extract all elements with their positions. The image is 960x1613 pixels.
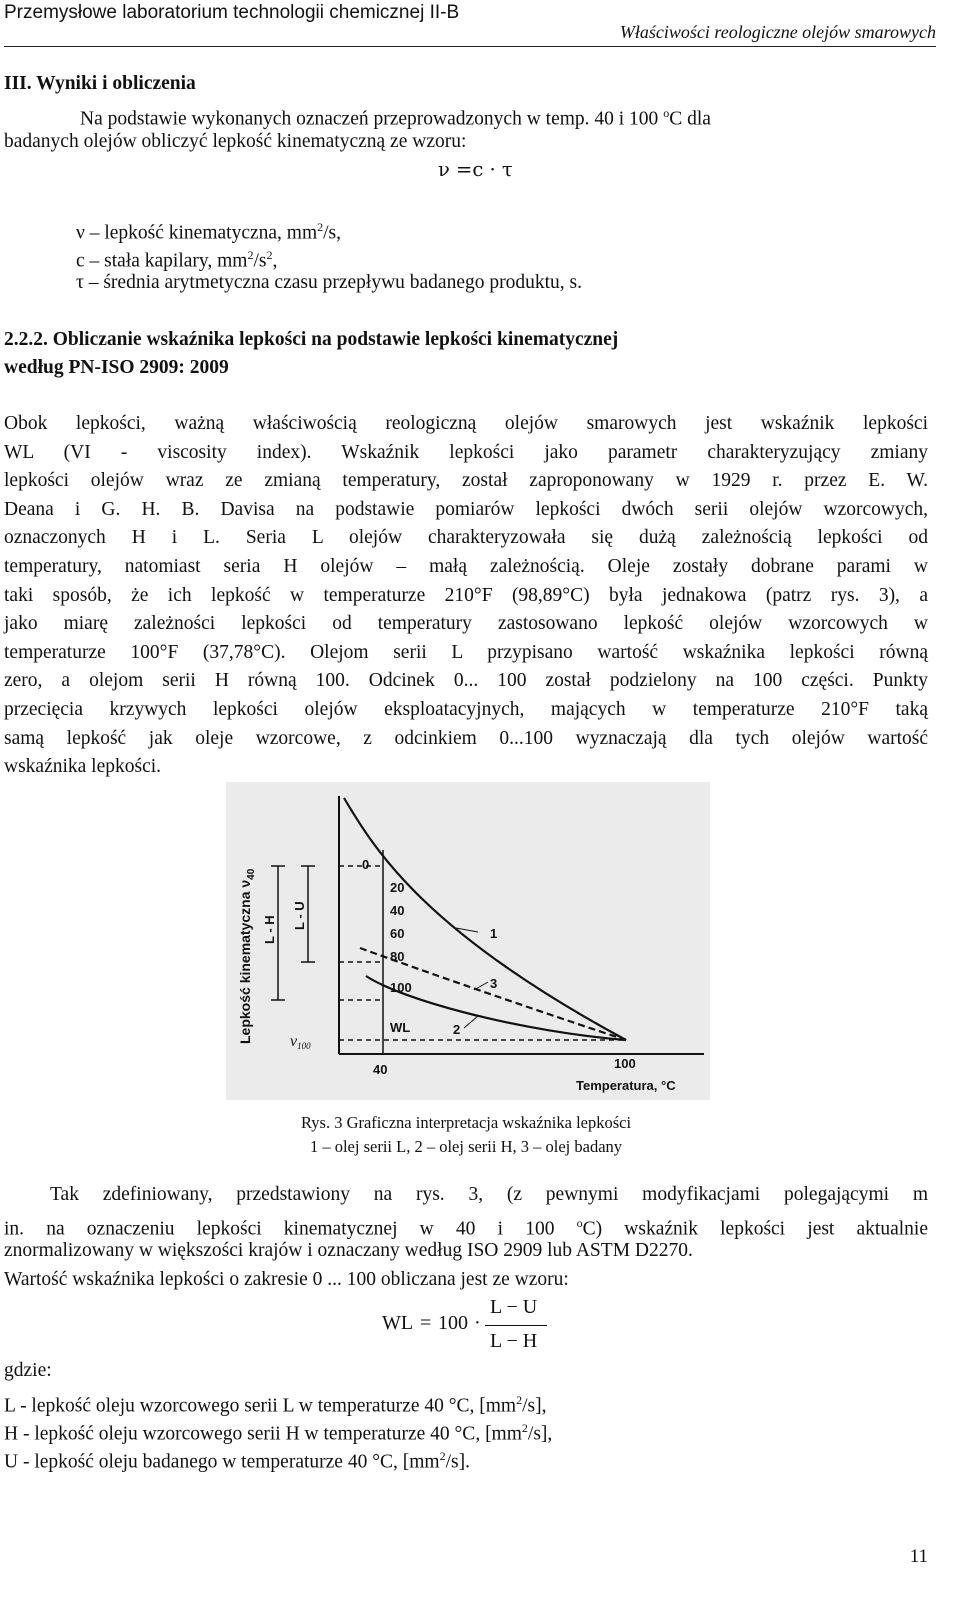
def-c-sup2: 2: [266, 248, 273, 262]
def-c-sup1: 2: [247, 248, 254, 262]
def-l-text: L - lepkość oleju wzorcowego serii L w temperaturze 40 °C, [mm: [4, 1395, 517, 1417]
curve-label-1: 1: [490, 926, 498, 941]
def-nu-sup: 2: [317, 220, 324, 234]
def-l-end: /s],: [522, 1395, 547, 1417]
scale-label-0: 0: [362, 857, 370, 872]
paragraph-line: Deana i G. H. B. Davisa na podstawie pomiarów lepkości dwóch serii olejów wzorcowych,: [4, 498, 928, 520]
x-axis-label: Temperatura, °C: [576, 1078, 676, 1093]
paragraph-line: lepkości olejów wraz ze zmianą temperatury, został zaproponowany w 1929 r. przez E. W.: [4, 470, 928, 492]
paragraph-line: przecięcia krzywych lepkości olejów eksploatacyjnych, mających w temperaturze 210°F taką: [4, 699, 928, 720]
paragraph-line: temperatury, natomiast seria H olejów – małą zależnością. Oleje zostały dobrane parami w: [4, 556, 928, 577]
figure-background: [226, 782, 710, 1100]
header-rule: [4, 46, 936, 47]
formula-wl: WL: [382, 1312, 414, 1334]
def-h-text: H - lepkość oleju wzorcowego serii H w temperaturze 40 °C, [mm: [4, 1423, 522, 1445]
paragraph-line: Obok lepkości, ważną właściwością reologiczną olejów smarowych jest wskaźnik lepkości: [4, 413, 928, 434]
def-c-end: ,: [272, 250, 278, 272]
paragraph-line: WL (VI - viscosity index). Wskaźnik lepkości jako parametr charakteryzujący zmiany: [4, 441, 928, 463]
formula-viscosity: ν =c · τ: [438, 158, 513, 181]
x-tick-40: 40: [373, 1062, 388, 1077]
after-line-0: Tak zdefiniowany, przedstawiony na rys. 3, (z pewnymi modyfikacjami polegającymi m: [50, 1184, 928, 1205]
bracket-lu-label: L - U: [292, 901, 307, 930]
def-c-mid: /s: [253, 250, 267, 272]
nu100-sub: 100: [297, 1041, 311, 1051]
formula-denominator: L − H: [490, 1330, 538, 1352]
scale-label-20: 20: [390, 880, 405, 895]
page-number: 11: [909, 1546, 928, 1567]
x-tick-100: 100: [614, 1056, 636, 1071]
paragraph-line: temperaturze 100°F (37,78°C). Olejom serii L przypisano wartość wskaźnika lepkości równą: [4, 641, 928, 663]
y-axis-label-text: Lepkość kinematyczna ν: [237, 879, 253, 1044]
scale-label-40: 40: [390, 903, 405, 918]
def-u: [4, 1442, 470, 1477]
y-axis-label-sub: 40: [246, 868, 257, 880]
header-left: Przemysłowe laboratorium technologii chemicznej II-B: [4, 2, 460, 23]
after-line-1-b: C) wskaźnik lepkości jest aktualnie: [582, 1218, 928, 1240]
curve-label-3: 3: [490, 976, 498, 991]
curve-label-2: 2: [453, 1022, 461, 1037]
definition-tau: τ – średnia arytmetyczna czasu przepływu badanego produktu, s.: [76, 272, 582, 293]
nu100-symbol: ν: [290, 1033, 298, 1050]
paragraph-line: jako miarę zależności lepkości od temperatury zastosowano lepkość olejów wzorcowych w: [4, 613, 928, 635]
def-l-sup: 2: [516, 1393, 523, 1407]
bracket-lh-label: L - H: [262, 915, 277, 944]
def-u-text: U - lepkość oleju badanego w temperaturze 40 °C, [mm: [4, 1451, 440, 1473]
formula-fraction-bar: [485, 1325, 547, 1326]
after-line-2: znormalizowany w większości krajów i oznaczany według ISO 2909 lub ASTM D2270.: [4, 1240, 693, 1261]
section-title: III. Wyniki i obliczenia: [4, 73, 196, 94]
def-u-sup: 2: [439, 1449, 446, 1463]
paragraph-line: oznaczonych H i L. Seria L olejów charakteryzowała się dużą zależnością lepkości od: [4, 527, 928, 549]
figure-caption-1: Rys. 3 Graficzna interpretacja wskaźnika lepkości: [300, 1113, 632, 1132]
section-heading-line2: według PN-ISO 2909: 2009: [4, 357, 229, 378]
formula-coef: 100: [438, 1312, 468, 1334]
header-right: Właściwości reologiczne olejów smarowych: [619, 22, 936, 42]
formula-equals: =: [420, 1312, 432, 1334]
paragraph-line: taki sposób, że ich lepkość w temperaturze 210°F (98,89°C) była jednakowa (patrz rys. 3), a: [4, 584, 928, 606]
formula-numerator: L − U: [490, 1296, 538, 1318]
line1-text: Na podstawie wykonanych oznaczeń przeprowadzonych w temp. 40 i 100: [80, 108, 664, 130]
paragraph-line: wskaźnika lepkości.: [4, 756, 162, 778]
def-c-text: c – stała kapilary, mm: [76, 250, 248, 272]
scale-label-wl: WL: [390, 1020, 411, 1035]
after-line-1-sup: o: [576, 1216, 583, 1230]
formula-dot: ·: [474, 1312, 481, 1334]
def-h-sup: 2: [521, 1421, 528, 1435]
scale-label-80: 80: [390, 949, 405, 964]
def-nu-text: ν – lepkość kinematyczna, mm: [76, 222, 318, 244]
scale-label-100: 100: [390, 980, 412, 995]
paragraph-line: samą lepkość jak oleje wzorcowe, z odcinkiem 0...100 wyznaczają dla tych olejów wartość: [4, 727, 928, 749]
degree-sup: o: [663, 106, 670, 120]
section-heading-line1: 2.2.2. Obliczanie wskaźnika lepkości na podstawie lepkości kinematycznej: [4, 329, 619, 350]
def-h-end: /s],: [527, 1423, 553, 1445]
section3-line2: badanych olejów obliczyć lepkość kinematyczną ze wzoru:: [4, 131, 467, 152]
line1-end: C dla: [669, 108, 711, 130]
paragraph-line: zero, a olejom serii H równą 100. Odcinek 0... 100 został podzielony na 100 części. Punkty: [4, 670, 928, 692]
after-line-3: Wartość wskaźnika lepkości o zakresie 0 ... 100 obliczana jest ze wzoru:: [4, 1269, 569, 1290]
gdzie-label: gdzie:: [4, 1360, 52, 1381]
figure-caption-2: 1 – olej serii L, 2 – olej serii H, 3 – olej badany: [309, 1137, 623, 1156]
scale-label-60: 60: [390, 926, 405, 941]
viscosity-index-figure: [226, 782, 710, 1100]
def-u-end: /s].: [445, 1451, 470, 1473]
def-nu-end: /s,: [323, 222, 342, 244]
after-line-1-a: in. na oznaczeniu lepkości kinematycznej w 40 i 100: [4, 1218, 577, 1240]
